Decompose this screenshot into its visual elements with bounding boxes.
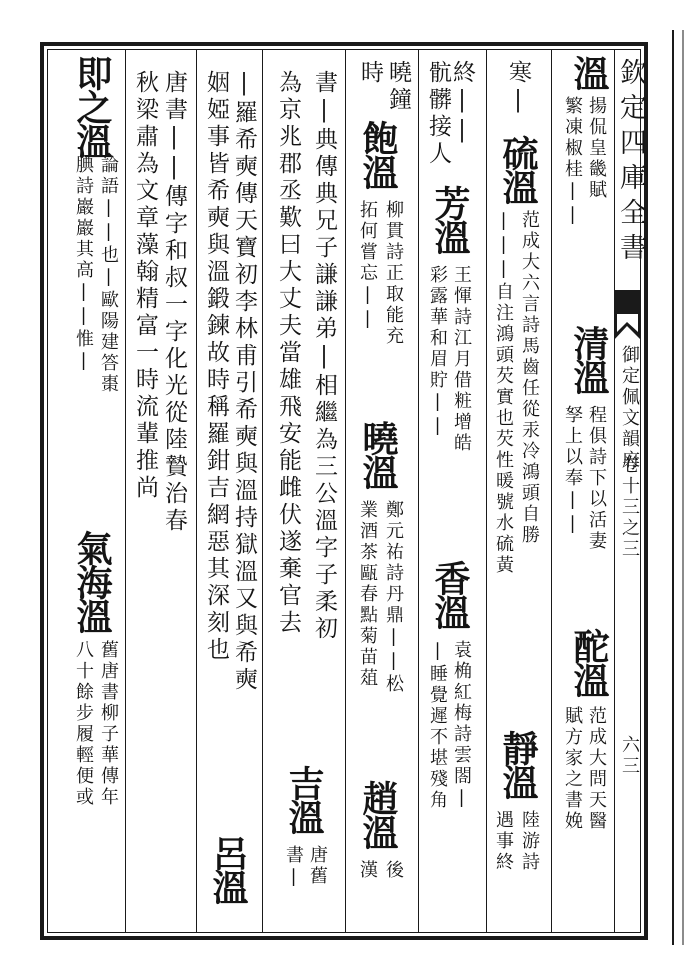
entry-text: 書|典傳典兄子謙謙弟|相繼為三公溫字子柔初 — [311, 70, 337, 643]
column-rule — [125, 49, 126, 933]
column-rule — [418, 49, 419, 933]
entry-note: 漢 — [357, 860, 378, 881]
entry-text: 秋梁肅為文章藻翰精富一時流輩推尚 — [132, 70, 158, 502]
entry-note: 王惲詩江月借粧增皓 — [451, 265, 472, 454]
volume-title: 御定佩文韻府 — [619, 345, 640, 471]
entry-headword: 清溫 — [568, 325, 610, 393]
entry-text: 唐書||傳字和叔一字化光從陸贄治春 — [161, 70, 187, 535]
column-rule — [551, 49, 552, 933]
entry-note: 彩露華和眉貯|| — [427, 265, 448, 439]
entry-headword: 香溫 — [429, 560, 471, 628]
entry-note: 唐舊 — [307, 845, 328, 887]
entry-headword: 呂溫 — [207, 835, 249, 903]
column-rule — [345, 49, 346, 933]
entry-note: 八十餘步履輕便或 — [73, 640, 94, 808]
entry-note: |睡覺遲不堪殘角 — [427, 640, 448, 811]
entry-note: 孥上以奉|| — [562, 405, 583, 537]
entry-headword: 靜溫 — [497, 730, 539, 798]
entry-text: 曉鐘 — [385, 60, 411, 114]
entry-note: 舊唐書柳子華傳年 — [98, 640, 119, 808]
entry-text: 時 — [357, 60, 383, 87]
entry-headword: 芳溫 — [429, 185, 471, 253]
entry-note: |||自注鴻頭芡實也芡性暖號水硫黃 — [493, 210, 514, 576]
entry-note: 腆詩巖巖其高||惟| — [73, 155, 94, 374]
entry-note: 繁凍椒桂|| — [562, 96, 583, 228]
entry-note: 遇事終 — [493, 810, 514, 873]
entry-note: 拓何嘗忘|| — [357, 200, 378, 332]
entry-note: 柳貫詩正取能充 — [383, 200, 404, 347]
entry-text: |羅希奭傳天寶初李林甫引希奭與溫持獄溫又與希奭 — [231, 70, 257, 694]
entry-note: 後 — [383, 860, 404, 881]
entry-note: 范成大六言詩馬齒任從汞冷鴻頭自勝 — [519, 210, 540, 546]
entry-headword: 趙溫 — [357, 780, 399, 848]
entry-note: 袁桷紅梅詩雲閤| — [451, 640, 472, 811]
entry-note: 論語||也|歐陽建答棗 — [98, 155, 119, 395]
entry-note: 鄭元祐詩丹鼎||松 — [383, 500, 404, 695]
book-title: 欽定四庫全書 — [615, 58, 646, 268]
entry-note: 程俱詩下以活妻 — [586, 405, 607, 552]
column-rule — [262, 49, 263, 933]
entry-note: 賦方家之書娩 — [562, 706, 583, 832]
volume-number: 卷十三之三 — [619, 455, 640, 560]
entry-note: 陸游詩 — [519, 810, 540, 873]
entry-headword: 酡溫 — [568, 628, 610, 696]
entry-note: 揚侃皇畿賦 — [586, 96, 607, 201]
entry-headword: 即之溫 — [71, 55, 113, 157]
entry-headword: 曉溫 — [357, 420, 399, 488]
entry-text: 寒| — [505, 60, 531, 117]
column-rule — [486, 49, 487, 933]
entry-note: 業酒茶甌春點菊苗葅 — [357, 500, 378, 689]
entry-headword: 硫溫 — [497, 135, 539, 203]
entry-text: 姻婭事皆希奭與溫鍛鍊故時稱羅鉗吉網惡其深刻也 — [203, 70, 229, 664]
entry-note: 范成大問天醫 — [586, 706, 607, 832]
entry-headword: 氣海溫 — [71, 530, 113, 632]
entry-note: 書| — [283, 845, 304, 890]
entry-headword: 飽溫 — [357, 120, 399, 188]
page-number: 六三 — [619, 735, 640, 777]
column-rule — [196, 49, 197, 933]
entry-text: 骯髒接人 — [425, 60, 451, 168]
entry-text: 為京兆郡丞歎曰大丈夫當雄飛安能雌伏遂棄官去 — [275, 70, 301, 637]
facing-page-edge — [659, 0, 685, 965]
fishtail-mark — [614, 290, 641, 350]
entry-text: 終|| — [449, 60, 475, 147]
entry-headword: 溫 — [568, 55, 610, 89]
entry-headword: 吉溫 — [283, 765, 325, 833]
